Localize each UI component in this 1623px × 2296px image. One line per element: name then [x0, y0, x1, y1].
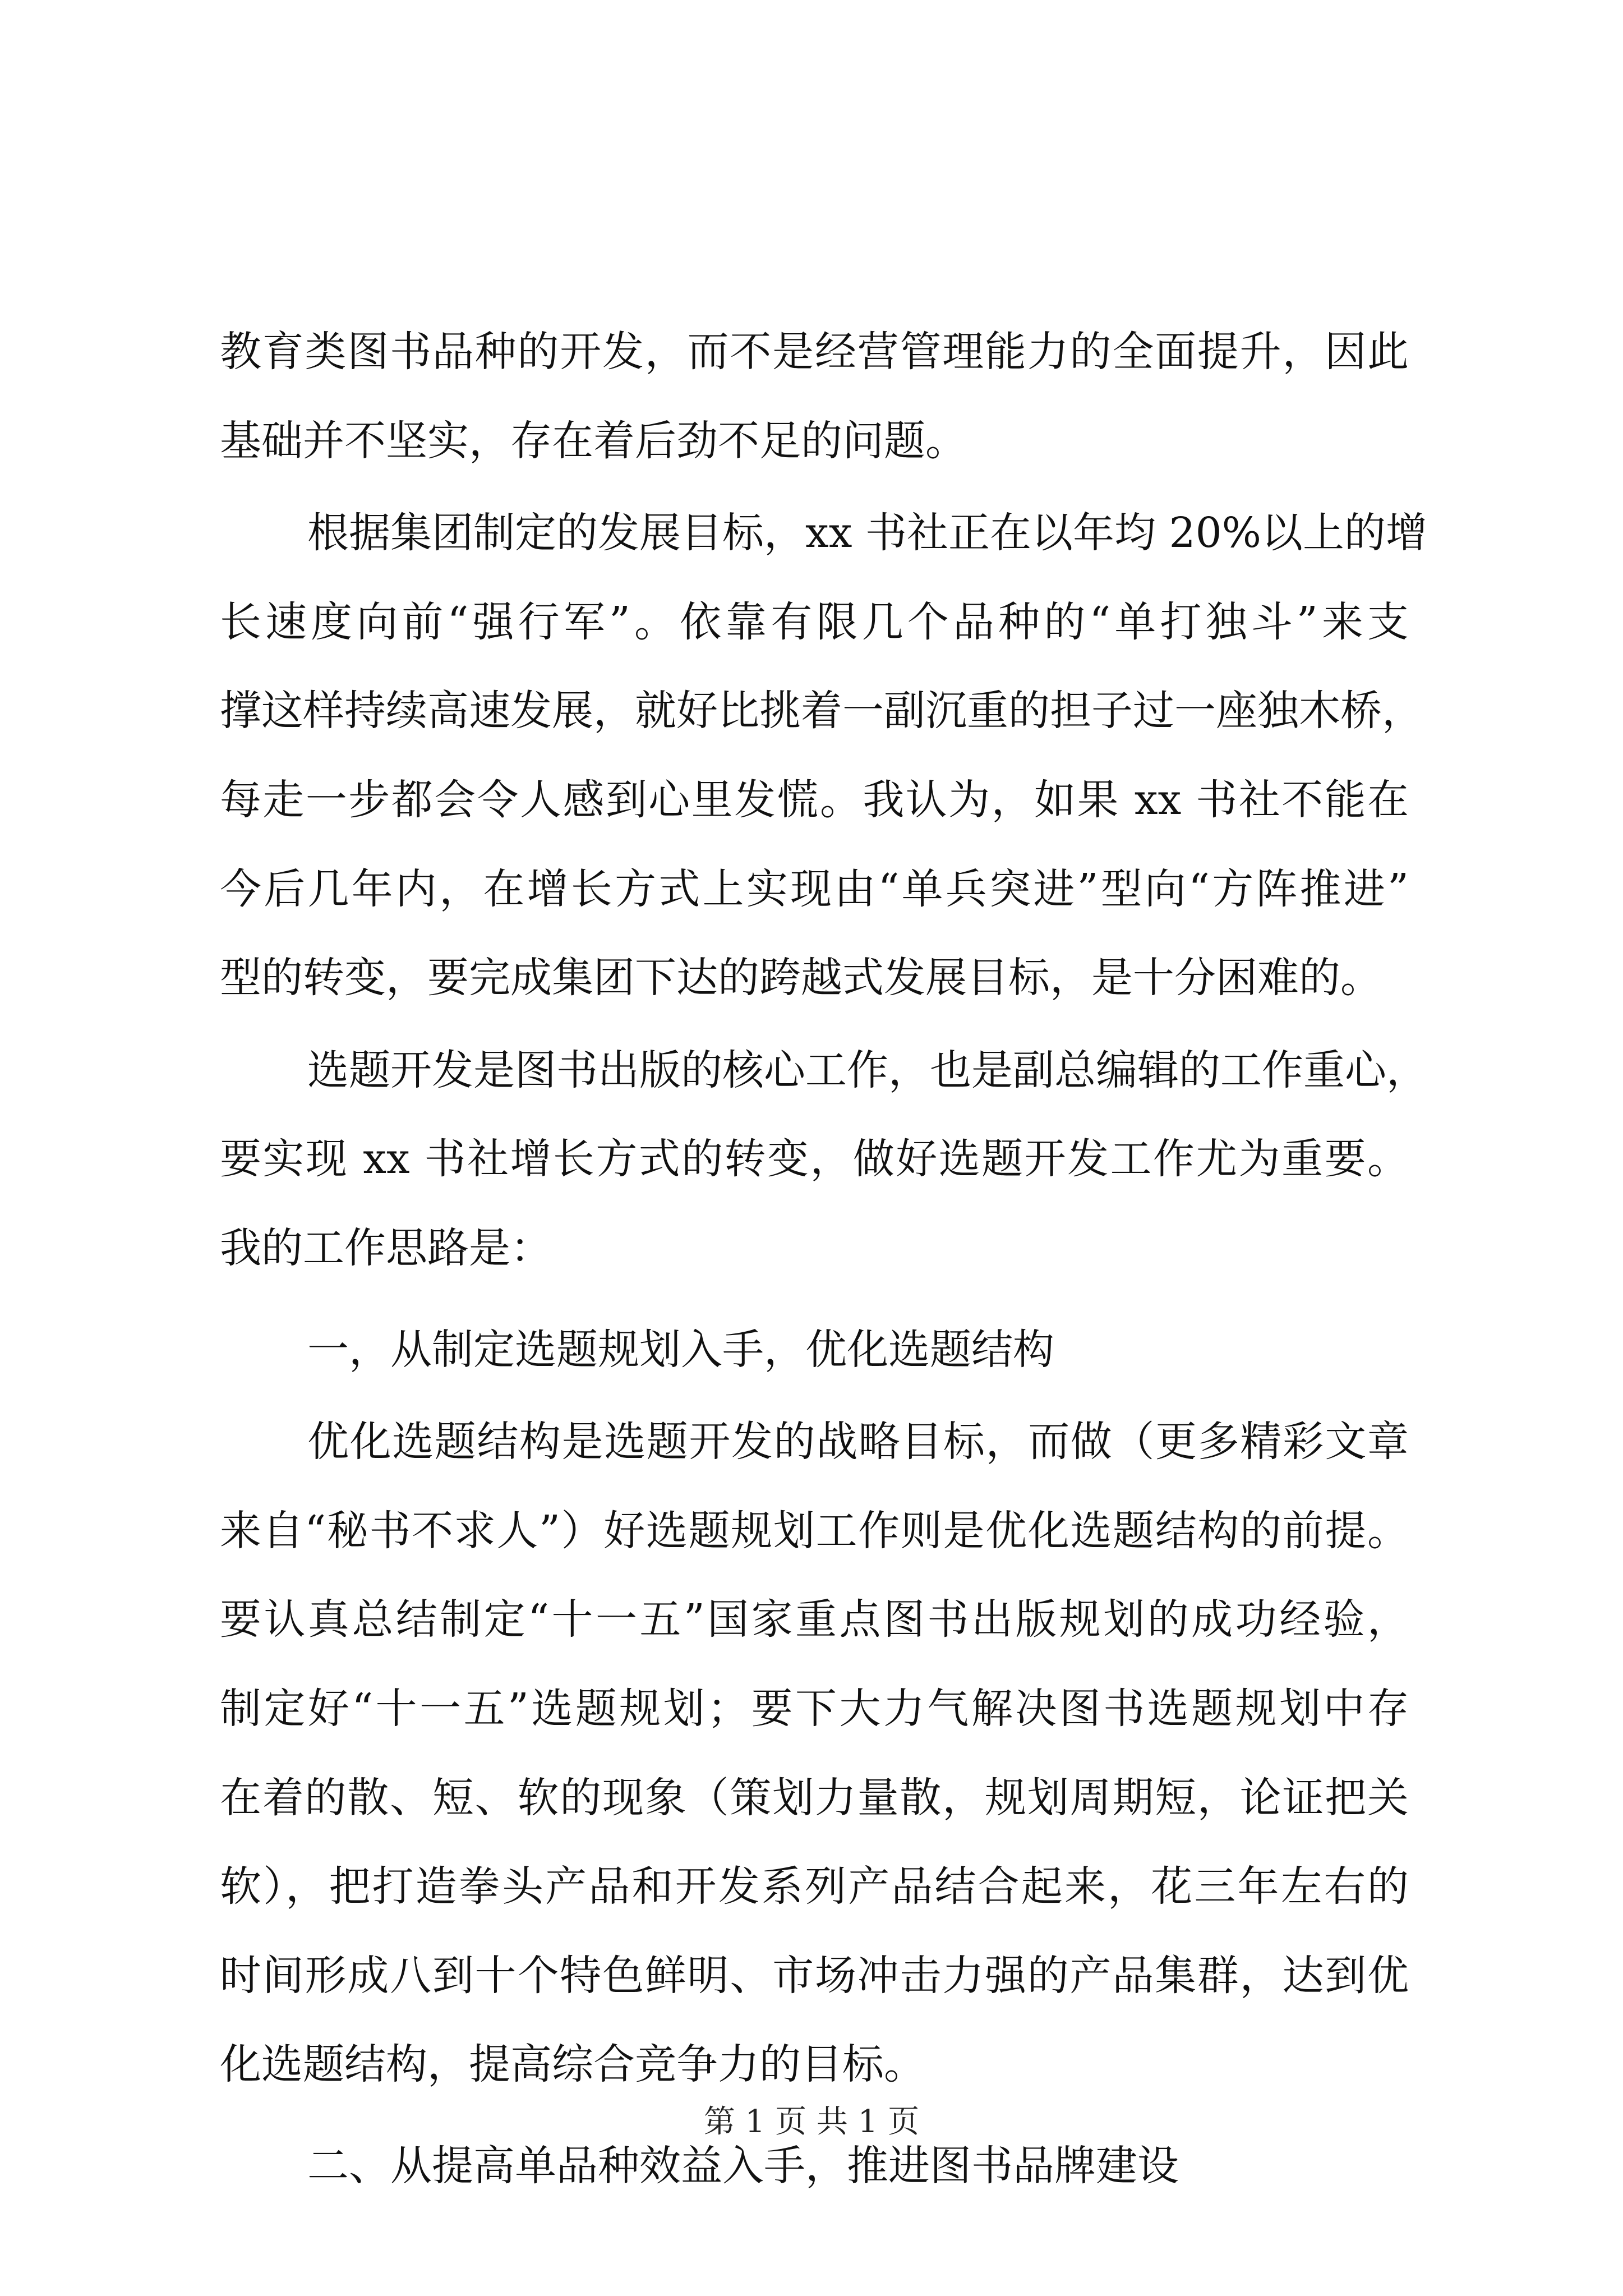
paragraph-line: 要认真总结制定“十一五”国家重点图书出版规划的成功经验， — [220, 1595, 1409, 1644]
paragraph-spacing — [220, 1293, 1409, 1305]
paragraph-line: 制定好“十一五”选题规划；要下大力气解决图书选题规划中存 — [220, 1684, 1409, 1733]
paragraph-line: 教育类图书品种的开发，而不是经营管理能力的全面提升，因此 — [220, 328, 1409, 376]
paragraph-line: 选题开发是图书出版的核心工作，也是副总编辑的工作重心， — [307, 1046, 1428, 1094]
paragraph-line: 软），把打造拳头产品和开发系列产品结合起来，花三年左右的 — [220, 1862, 1409, 1911]
paragraph-line: 今后几年内，在增长方式上实现由“单兵突进”型向“方阵推进” — [220, 864, 1409, 913]
paragraph — [220, 1026, 1428, 1293]
paragraph-line: 基础并不坚实，存在着后劲不足的问题。 — [220, 416, 967, 465]
paragraph-line: 长速度向前“强行军”。依靠有限几个品种的“单打独斗”来支 — [220, 597, 1409, 646]
paragraph-line: 撑这样持续高速发展，就好比挑着一副沉重的担子过一座独木桥， — [220, 687, 1423, 735]
paragraph — [220, 1397, 1409, 2109]
paragraph-line: 每走一步都会令人感到心里发慌。我认为，如果 xx 书社不能在 — [220, 775, 1409, 824]
paragraph-line: 来自“秘书不求人”）好选题规划工作则是优化选题结构的前提。 — [220, 1506, 1409, 1555]
paragraph — [220, 307, 1409, 485]
page-footer: 第 1 页 共 1 页 — [703, 2104, 920, 2140]
paragraph-line: 根据集团制定的发展目标，xx 书社正在以年均 20%以上的增 — [307, 509, 1427, 558]
paragraph-line: 我的工作思路是： — [220, 1223, 552, 1272]
paragraph-line: 要实现 xx 书社增长方式的转变，做好选题开发工作尤为重要。 — [220, 1135, 1409, 1184]
paragraph — [220, 1305, 1409, 1395]
paragraph-line: 在着的散、短、软的现象（策划力量散，规划周期短，论证把关 — [220, 1773, 1409, 1822]
paragraph-line: 二、从提高单品种效益入手，推进图书品牌建设 — [307, 2141, 1179, 2190]
paragraph-line: 优化选题结构是选题开发的战略目标，而做（更多精彩文章 — [307, 1418, 1409, 1466]
paragraph-line: 一，从制定选题规划入手，优化选题结构 — [307, 1325, 1054, 1374]
paragraph-line: 时间形成八到十个特色鲜明、市场冲击力强的产品集群，达到优 — [220, 1951, 1409, 2000]
paragraph-line: 型的转变，要完成集团下达的跨越式发展目标，是十分困难的。 — [220, 954, 1382, 1002]
paragraph — [220, 489, 1427, 1023]
document-body — [220, 307, 1428, 2210]
paragraph-line: 化选题结构，提高综合竞争力的目标。 — [220, 2040, 925, 2089]
